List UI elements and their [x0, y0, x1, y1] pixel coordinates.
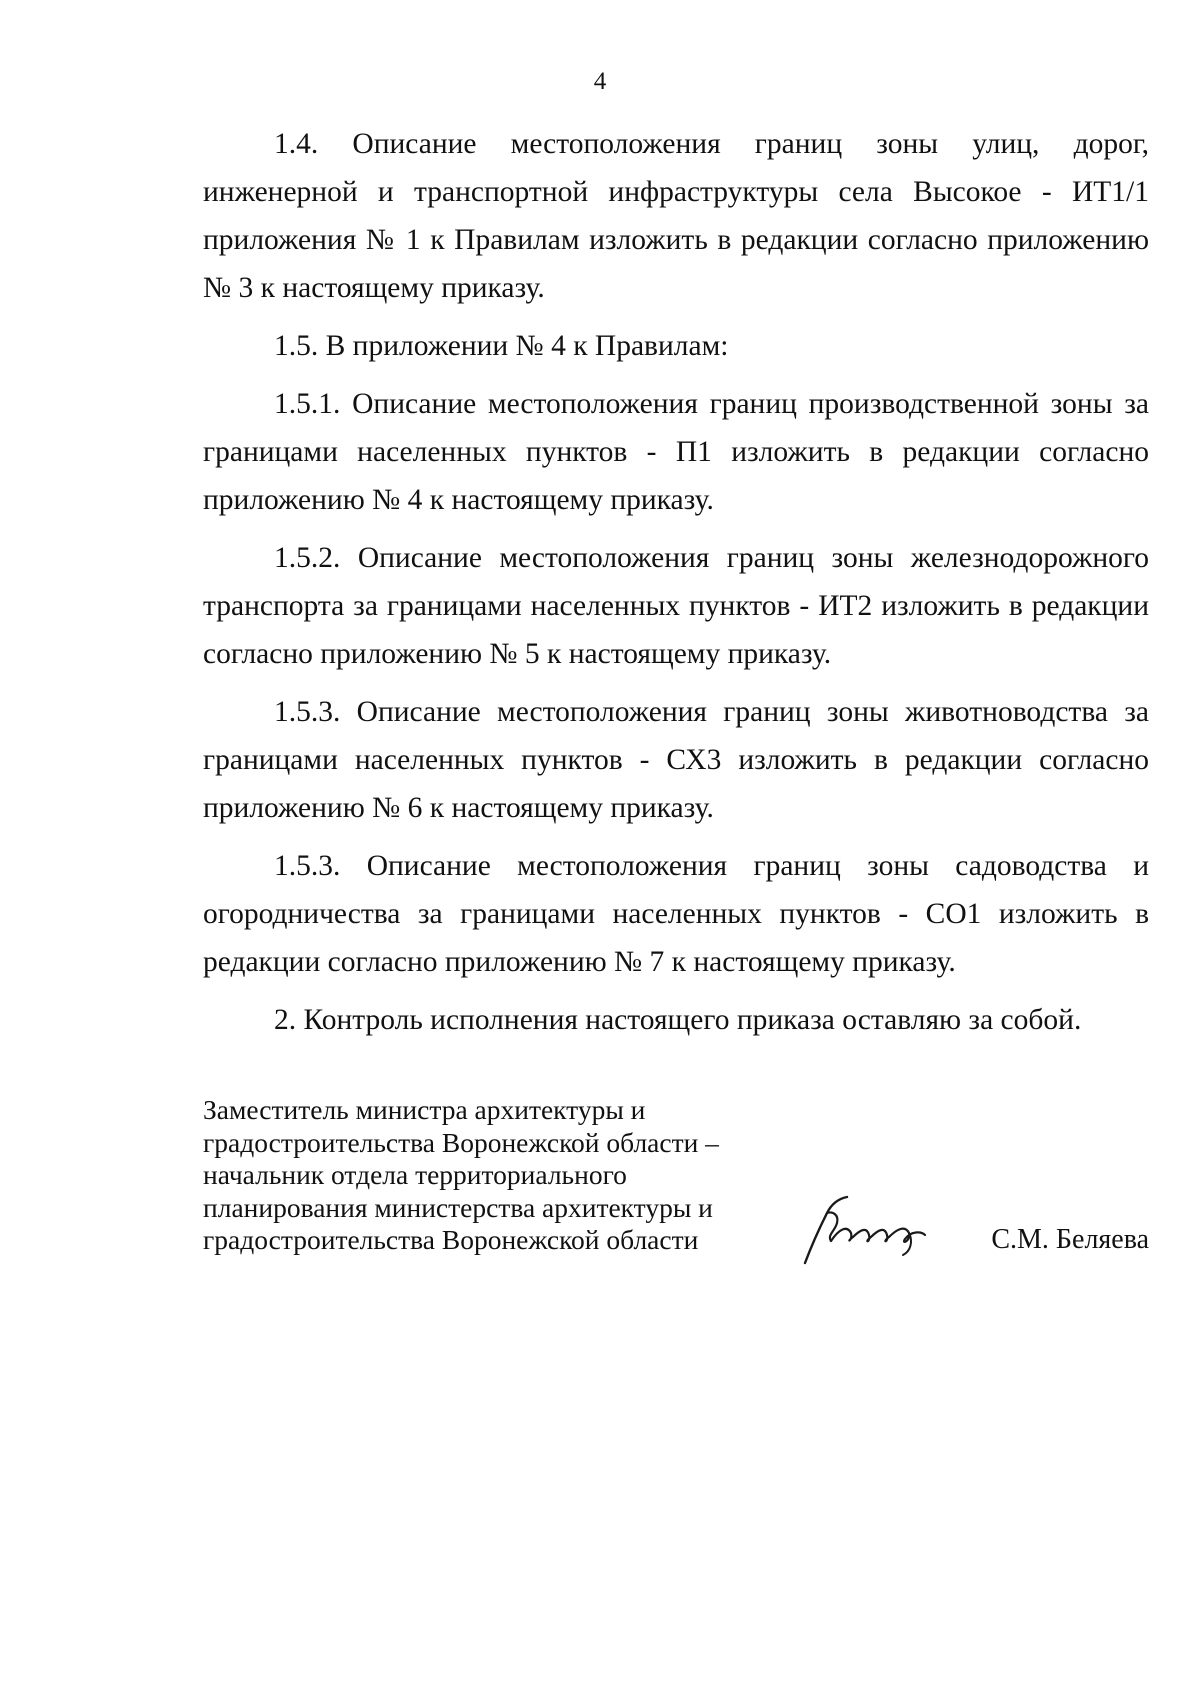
paragraph-2-control: 2. Контроль исполнения настоящего приказа оставляю за собой.	[274, 1004, 1082, 1036]
paragraph-1-5-3-gardening: 1.5.3. Описание местоположения границ зоны садоводства и огородничества за границами населенных пунктов - СО1 изложить в редакции согласно приложению № 7 к настоящему приказу.	[203, 850, 1149, 978]
signer-position-line: градостроительства Воронежской области –	[203, 1126, 719, 1158]
signer-position	[203, 1094, 763, 1257]
signer-position-line: планирования министерства архитектуры и	[203, 1191, 713, 1223]
signer-position-line: градостроительства Воронежской области	[203, 1224, 699, 1255]
signer-position-line: Заместитель министра архитектуры и	[203, 1094, 646, 1125]
signer-name: С.М. Беляева	[991, 1224, 1149, 1255]
paragraph-1-4: 1.4. Описание местоположения границ зоны улиц, дорог, инженерной и транспортной инфраструктуры села Высокое - ИТ1/1 приложения № 1 к Правилам изложить в редакции согласно приложению № 3 к настоящему приказу.	[203, 128, 1149, 304]
paragraph-1-5: 1.5. В приложении № 4 к Правилам:	[274, 330, 729, 362]
signer-position-line: начальник отдела территориального	[203, 1159, 627, 1190]
handwritten-signature	[793, 1189, 943, 1269]
page-number: 4	[593, 68, 607, 95]
signature-block	[203, 1094, 1149, 1274]
paragraph-1-5-1: 1.5.1. Описание местоположения границ производственной зоны за границами населенных пунктов - П1 изложить в редакции согласно приложению № 4 к настоящему приказу.	[203, 388, 1149, 516]
paragraph-1-5-2: 1.5.2. Описание местоположения границ зоны железнодорожного транспорта за границами населенных пунктов - ИТ2 изложить в редакции согласно приложению № 5 к настоящему приказу.	[203, 542, 1149, 670]
document-body	[203, 120, 1149, 1054]
paragraph-1-5-3-livestock: 1.5.3. Описание местоположения границ зоны животноводства за границами населенных пунктов - СХ3 изложить в редакции согласно приложению № 6 к настоящему приказу.	[203, 696, 1149, 824]
